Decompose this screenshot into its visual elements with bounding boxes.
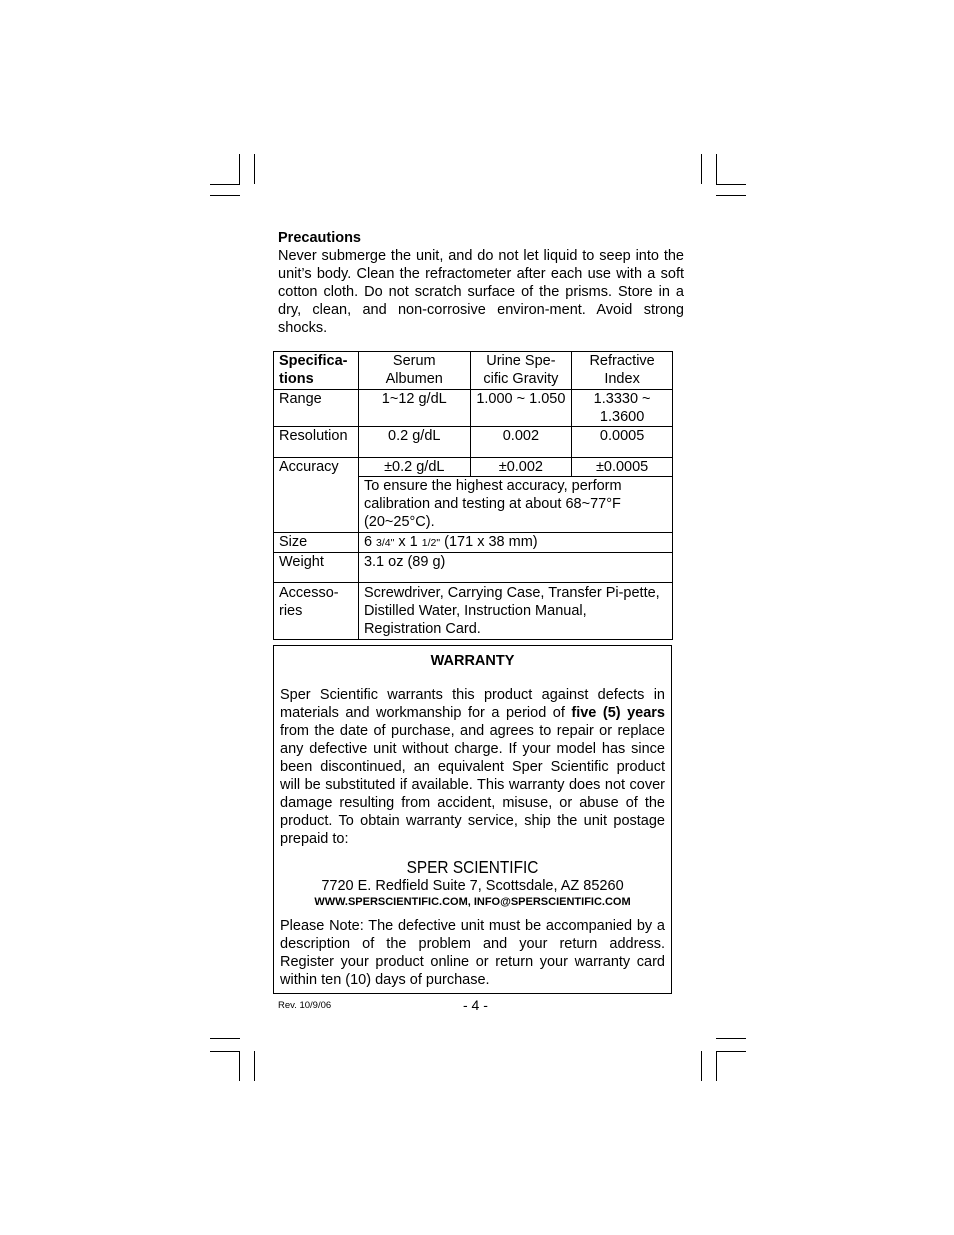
crop-mark [701,1051,702,1081]
revision-label: Rev. 10/9/06 [278,1000,332,1011]
table-cell: ±0.002 [470,458,572,477]
table-cell: 1.000 ~ 1.050 [470,390,572,427]
page-number: - 4 - [463,997,488,1013]
table-cell: Weight [274,553,359,583]
table-cell: Range [274,390,359,427]
table-row [274,553,673,583]
crop-mark [210,1051,240,1052]
table-cell: ±0.0005 [572,458,673,477]
crop-mark [716,184,746,185]
table-cell: Resolution [274,427,359,458]
table-row [274,390,673,427]
table-header-cell: Refractive Index [572,352,673,390]
table-row [274,352,673,390]
crop-mark [716,1051,746,1052]
table-header-cell: Urine Spe-cific Gravity [470,352,572,390]
crop-mark [210,195,240,196]
table-header-cell: Specifica-tions [274,352,359,390]
table-cell: 3.1 oz (89 g) [358,553,672,583]
company-web-email: WWW.SPERSCIENTIFIC.COM, INFO@SPERSCIENTIFIC.COM [314,896,631,908]
crop-mark [701,154,702,184]
table-cell: 1~12 g/dL [358,390,470,427]
precautions-text: Never submerge the unit, and do not let liquid to seep into the unit’s body. Clean the refractometer after each use with a soft cotton cloth. Do not scratch surface of the prisms. Store in a dry, clean, and non-corrosive environ-ment. Avoid strong shocks. [278,248,684,336]
crop-mark [716,1038,746,1039]
table-row [274,458,673,477]
table-cell: Screwdriver, Carrying Case, Transfer Pi-pette, Distilled Water, Instruction Manual, Registration Card. [358,583,672,640]
warranty-box [273,645,672,994]
table-row [274,583,673,640]
accuracy-note: To ensure the highest accuracy, perform calibration and testing at about 68~77°F (20~25°C). [358,477,672,533]
table-cell: 0.0005 [572,427,673,458]
precautions-title: Precautions [278,230,361,246]
table-cell: Accuracy [274,458,359,533]
crop-mark [254,1051,255,1081]
warranty-title: WARRANTY [430,653,515,669]
table-row [274,427,673,458]
table-cell: 0.002 [470,427,572,458]
precautions-section [278,229,684,337]
table-cell: Size [274,533,359,553]
warranty-text: Sper Scientific warrants this product against defects in materials and workmanship for a period of five (5) years from the date of purchase, and agrees to repair or replace any defective unit without charge. If your model has since been discontinued, an equivalent Sper Scientific product will be substituted if available. This warranty does not cover damage resulting from accident, misuse, or abuse of the product. To obtain warranty service, ship the unit postage prepaid to: [280,687,665,847]
crop-mark [239,154,240,184]
specifications-table [273,351,673,640]
company-address: 7720 E. Redfield Suite 7, Scottsdale, AZ 85260 [321,878,624,894]
crop-mark [716,195,746,196]
table-cell: 1.3330 ~ 1.3600 [572,390,673,427]
table-cell: 0.2 g/dL [358,427,470,458]
company-name: SPER SCIENTIFIC [406,857,539,877]
crop-mark [716,154,717,184]
table-cell: ±0.2 g/dL [358,458,470,477]
crop-mark [210,184,240,185]
table-cell: Accesso-ries [274,583,359,640]
crop-mark [239,1051,240,1081]
crop-mark [716,1051,717,1081]
size-value: 6 3/4" x 1 1/2" (171 x 38 mm) [358,533,672,553]
crop-mark [210,1038,240,1039]
crop-mark [254,154,255,184]
table-header-cell: Serum Albumen [358,352,470,390]
warranty-note: Please Note: The defective unit must be accompanied by a description of the problem and your return address. Register your product online or return your warranty card within ten (10) days of purchase. [280,918,665,988]
table-row [274,533,673,553]
